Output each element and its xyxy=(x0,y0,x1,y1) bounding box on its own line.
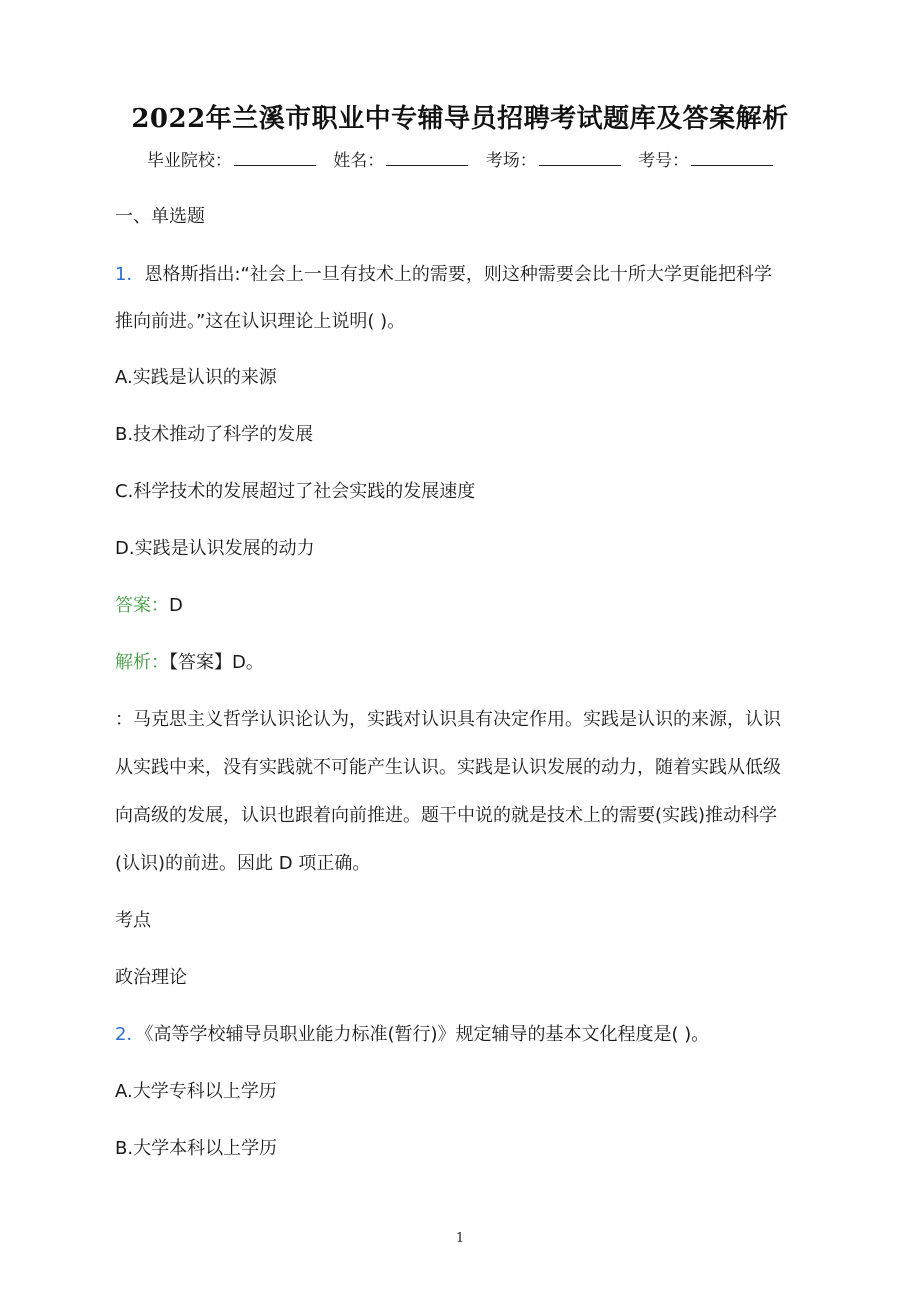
question-1-answer xyxy=(115,594,183,618)
question-1-stem-line-2: 推向前进。”这在认识理论上说明( )。 xyxy=(115,311,406,332)
explanation-line-4: (认识)的前进。因此 D 项正确。 xyxy=(115,853,371,874)
page-number: 1 xyxy=(455,1231,465,1246)
id-field xyxy=(638,151,773,171)
candidate-info-line xyxy=(0,146,920,171)
question-2-option-a: A.大学专科以上学历 xyxy=(115,1081,277,1102)
explanation-line-1: ：马克思主义哲学认识论认为，实践对认识具有决定作用。实践是认识的来源，认识 xyxy=(115,709,781,730)
explanation-line-3: 向高级的发展，认识也跟着向前推进。题干中说的就是技术上的需要(实践)推动科学 xyxy=(115,805,778,826)
room-field xyxy=(486,151,621,171)
section-title: 一、单选题 xyxy=(115,206,205,227)
kaodian-value: 政治理论 xyxy=(115,967,187,988)
question-1-option-a: A.实践是认识的来源 xyxy=(115,367,277,388)
id-blank xyxy=(691,149,773,166)
name-field xyxy=(333,151,468,171)
id-label: 考号： xyxy=(638,151,690,171)
answer-value: D xyxy=(169,595,183,616)
document-title: 2022年兰溪市职业中专辅导员招聘考试题库及答案解析 xyxy=(131,104,789,134)
question-2-number: 2． xyxy=(115,1024,145,1045)
name-label: 姓名： xyxy=(333,151,385,171)
question-1-option-c: C.科学技术的发展超过了社会实践的发展速度 xyxy=(115,481,476,502)
question-1-stem-text: 恩格斯指出:“社会上一旦有技术上的需要，则这种需要会比十所大学更能把科学 xyxy=(144,264,772,285)
school-field xyxy=(147,151,316,171)
school-label: 毕业院校： xyxy=(146,151,232,171)
question-2-stem-text: 《高等学校辅导员职业能力标准(暂行)》规定辅导的基本文化程度是( )。 xyxy=(144,1024,710,1045)
analysis-value: 【答案】D。 xyxy=(169,652,264,673)
question-2-stem-line-1 xyxy=(115,1023,709,1047)
answer-label: 答案： xyxy=(115,595,169,616)
room-label: 考场： xyxy=(485,151,537,171)
analysis-label: 解析： xyxy=(115,652,169,673)
school-blank xyxy=(234,149,316,166)
explanation-line-2: 从实践中来，没有实践就不可能产生认识。实践是认识发展的动力，随着实践从低级 xyxy=(115,757,781,778)
question-1-stem-line-1 xyxy=(115,263,772,287)
question-1-analysis xyxy=(115,651,264,675)
question-2-option-b: B.大学本科以上学历 xyxy=(115,1138,278,1159)
name-blank xyxy=(386,149,468,166)
kaodian-label: 考点 xyxy=(115,910,151,931)
question-1-option-d: D.实践是认识发展的动力 xyxy=(115,538,315,559)
question-1-option-b: B.技术推动了科学的发展 xyxy=(115,424,314,445)
room-blank xyxy=(539,149,621,166)
question-1-number: 1． xyxy=(115,264,145,285)
